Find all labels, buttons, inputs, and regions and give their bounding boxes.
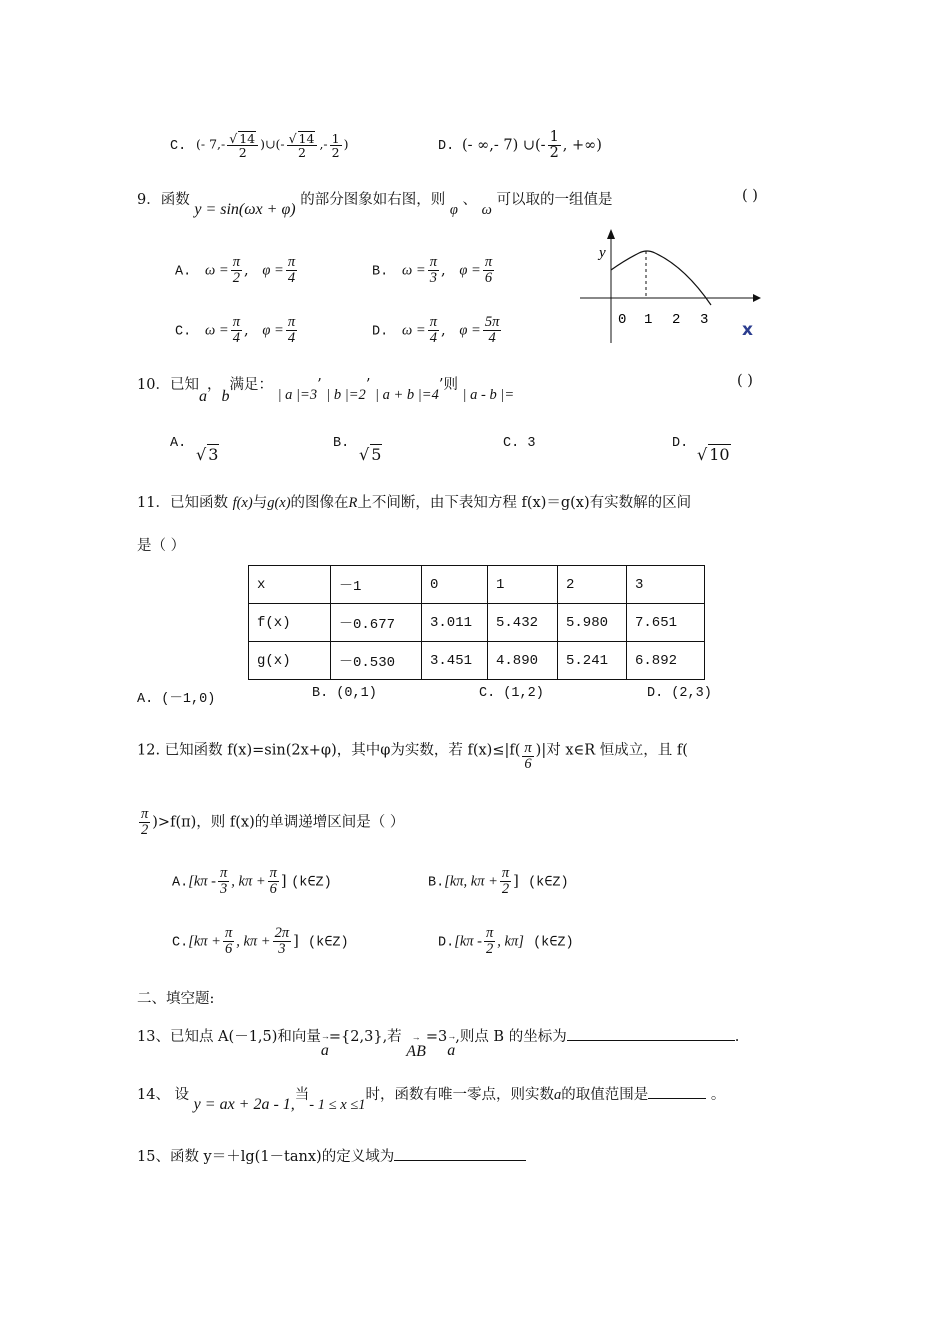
q10-option-c: C. 3 — [503, 436, 536, 451]
q12-option-a: A.[kπ - $\frac{\pi}{3}$ , kπ + $\frac{\pi}{6}$ ] (k∈Z) — [172, 865, 332, 898]
table-cell: 1 — [488, 566, 558, 604]
table-row — [249, 642, 705, 680]
tick-2: 2 — [672, 312, 681, 328]
q13-answer-blank[interactable] — [567, 1026, 735, 1041]
q11-option-d: D. (2,3) — [647, 686, 712, 701]
q9-answer-paren: ( ) — [742, 188, 758, 204]
q15-stem: 15、函数 y＝＋lg(1－tanx)的定义域为 — [137, 1145, 526, 1166]
q14-answer-blank[interactable] — [648, 1084, 706, 1099]
q12-option-b: B.[kπ, kπ + $\frac{\pi}{2}$ ] (k∈Z) — [428, 865, 569, 898]
q12-stem-line1: 12. 已知函数 f(x)=sin(2x+φ)，其中φ为实数，若 f(x)≤|f( $\frac{\pi}{6}$ )|对 x∈R 恒成立，且 f( — [137, 740, 688, 773]
q10-stem: 10．已知a，b满足： | a |=3’ | b |=2’ | a + b |=4’则 | a - b |= — [137, 377, 515, 405]
tick-1: 1 — [644, 312, 653, 328]
table-cell: －0.677 — [331, 604, 422, 642]
q8-option-c-math: (- 7,- $\frac{√ 14}{2}$ )∪(- $\frac{√ 14}{2}$ ,- $\frac{1}{2}$ ) — [196, 130, 349, 161]
tick-0: 0 — [618, 312, 627, 328]
x-axis-arrow — [753, 294, 761, 302]
q13-stem: 13、已知点 A(－1,5)和向量→ a={2,3},若 → AB=3→ a,则点 B 的坐标为 . — [137, 1025, 739, 1046]
q8-option-c-label: C. — [170, 139, 187, 154]
q11-stem-line1: 11．已知函数 f(x)与g(x)的图像在R上不间断，由下表知方程 f(x)＝g(x)有实数解的区间 — [137, 495, 692, 511]
x-axis-label: x — [742, 320, 753, 340]
q12-option-c: C.[kπ + $\frac{\pi}{6}$ , kπ + $\frac{2\pi}{3}$ ] (k∈Z) — [172, 925, 349, 958]
q9-stem: 9．函数 y = sin(ωx + φ) 的部分图象如右图，则 φ 、 ω 可以取的一组值是 — [137, 192, 613, 218]
y-axis-arrow — [607, 229, 615, 239]
q10-option-d-label: D. — [672, 436, 689, 451]
table-cell: 5.980 — [558, 604, 627, 642]
q10-option-b-value: √ 5 — [359, 445, 382, 464]
q10-option-a-value: √ 3 — [196, 445, 219, 464]
q8-option-d-label: D. — [438, 139, 455, 154]
table-cell: 0 — [422, 566, 488, 604]
table-cell: 3.451 — [422, 642, 488, 680]
table-cell: 2 — [558, 566, 627, 604]
q11-value-table — [248, 565, 705, 680]
q10-option-b-label: B. — [333, 436, 350, 451]
table-cell: x — [249, 566, 331, 604]
q9-option-d: D. ω = $\frac{\pi}{4}$ , φ = $\frac{5\pi}{4}$ — [372, 314, 500, 347]
table-cell: 6.892 — [627, 642, 705, 680]
q12-stem-line2: $\frac{\pi}{2}$ )>f(π)，则 f(x)的单调递增区间是（ ） — [141, 806, 405, 839]
table-cell: －1 — [331, 566, 422, 604]
q11-option-c: C. (1,2) — [479, 686, 544, 701]
q11-option-b: B. (0,1) — [312, 686, 377, 701]
table-cell: 3 — [627, 566, 705, 604]
table-cell: 5.241 — [558, 642, 627, 680]
section-title-fill-in: 二、填空题: — [137, 991, 215, 1007]
table-row — [249, 566, 705, 604]
table-cell: g(x) — [249, 642, 331, 680]
q9-option-a: A. ω = $\frac{\pi}{2}$ , φ = $\frac{\pi}{4}$ — [175, 254, 296, 287]
q8-option-d-math: (- ∞,- 7) ∪(- $\frac{1}{2}$ , +∞) — [462, 129, 602, 162]
q12-option-d: D.[kπ - $\frac{\pi}{2}$ , kπ] (k∈Z) — [438, 925, 574, 958]
y-axis-label: y — [599, 245, 606, 261]
q9-option-b: B. ω = $\frac{\pi}{3}$ , φ = $\frac{\pi}{6}$ — [372, 254, 493, 287]
table-cell: 4.890 — [488, 642, 558, 680]
q14-stem: 14、 设 y = ax + 2a - 1,当- 1 ≤ x ≤1时，函数有唯一零点，则实数a的取值范围是 。 — [137, 1083, 725, 1104]
table-cell: 5.432 — [488, 604, 558, 642]
table-cell: f(x) — [249, 604, 331, 642]
q10-answer-paren: ( ) — [737, 373, 753, 389]
sine-curve — [611, 251, 711, 305]
table-cell: 3.011 — [422, 604, 488, 642]
q10-option-a-label: A. — [170, 436, 187, 451]
q11-stem-line2: 是（ ） — [137, 538, 186, 554]
q9-sine-graph — [575, 225, 765, 345]
table-cell: －0.530 — [331, 642, 422, 680]
table-cell: 7.651 — [627, 604, 705, 642]
q9-option-c: C. ω = $\frac{\pi}{4}$ , φ = $\frac{\pi}{4}$ — [175, 314, 296, 347]
tick-3: 3 — [700, 312, 709, 328]
q10-option-d-value: √ 10 — [697, 445, 730, 464]
q15-answer-blank[interactable] — [394, 1146, 526, 1161]
table-row — [249, 604, 705, 642]
q11-option-a: A. (－1,0) — [137, 692, 216, 707]
